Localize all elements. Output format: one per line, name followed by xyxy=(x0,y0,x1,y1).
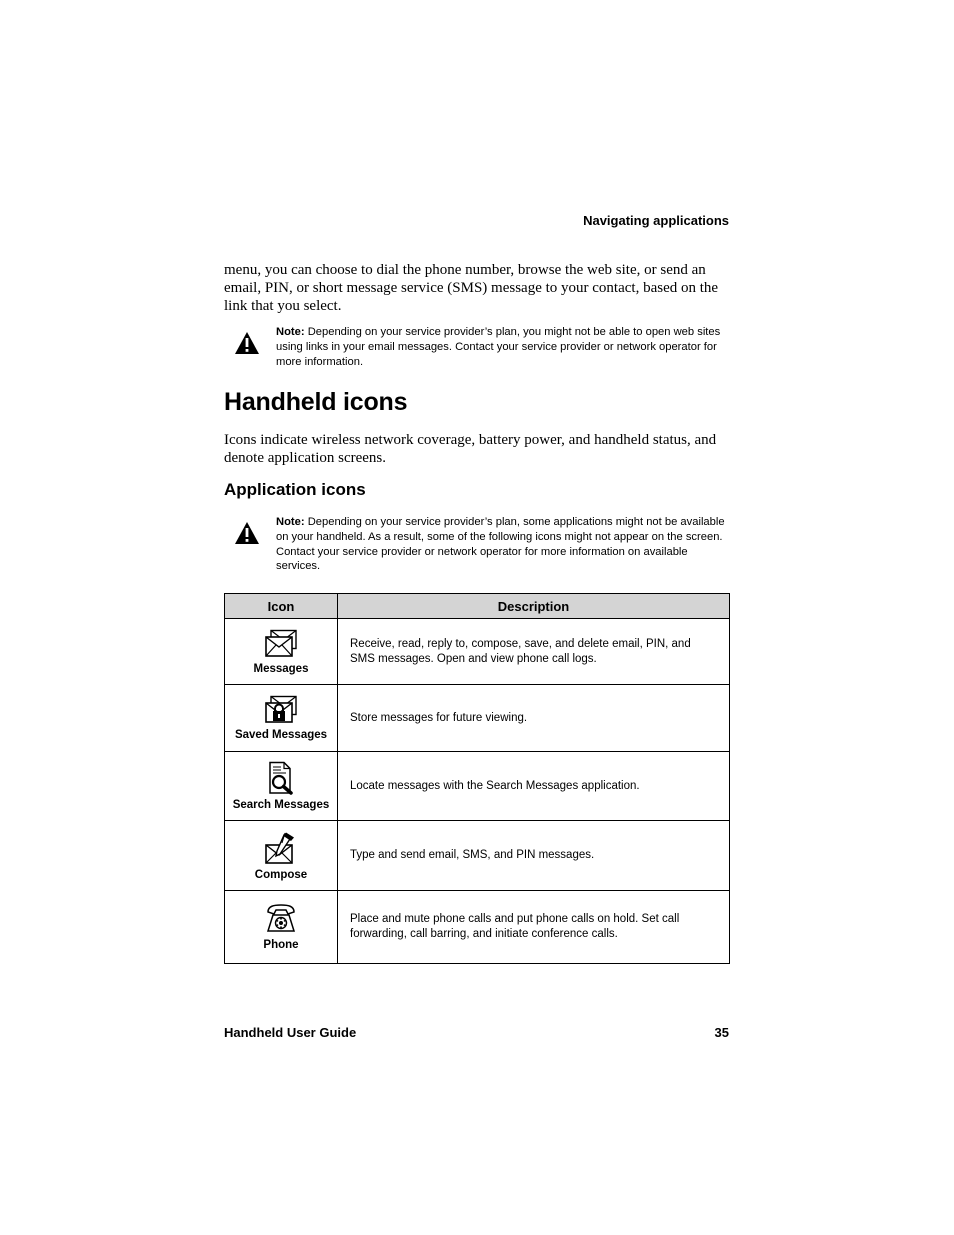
icon-cell xyxy=(225,891,338,964)
phone-icon xyxy=(264,903,298,935)
note-label: Note: xyxy=(276,326,305,338)
description-cell: Place and mute phone calls and put phone calls on hold. Set call forwarding, call barring, and initiate conference calls. xyxy=(338,891,730,964)
note-text xyxy=(276,515,730,574)
icon-label: Search Messages xyxy=(232,799,330,811)
icon-label: Saved Messages xyxy=(234,729,328,741)
compose-icon xyxy=(264,831,298,865)
page-number: 35 xyxy=(714,1025,729,1040)
icon-cell xyxy=(225,752,338,821)
application-icons-table xyxy=(224,593,730,964)
table-header-row xyxy=(225,594,730,619)
table-row xyxy=(225,821,730,891)
column-header-description: Description xyxy=(338,594,730,619)
warning-icon xyxy=(234,331,260,355)
description-cell: Store messages for future viewing. xyxy=(338,685,730,752)
note-plan-applications xyxy=(224,515,730,574)
intro-paragraph: menu, you can choose to dial the phone number, browse the web site, or send an email, PIN, or short message service (SMS) message to your contact, based on the link that you select. xyxy=(224,262,719,314)
running-header: Navigating applications xyxy=(583,213,729,228)
footer-title: Handheld User Guide xyxy=(224,1025,357,1040)
table-row xyxy=(225,891,730,964)
messages-icon xyxy=(264,629,298,659)
icon-label: Messages xyxy=(253,662,309,675)
table-row xyxy=(225,685,730,752)
description-cell: Receive, read, reply to, compose, save, and delete email, PIN, and SMS messages. Open and view phone call logs. xyxy=(338,619,730,685)
table-row xyxy=(225,619,730,685)
description-cell: Locate messages with the Search Messages application. xyxy=(338,752,730,821)
note-body: Depending on your service provider’s plan, you might not be able to open web sites using links in your email messages. Contact your service provider or network operator for more information. xyxy=(276,326,721,368)
icon-label: Phone xyxy=(263,939,299,951)
note-body: Depending on your service provider’s plan, some applications might not be available on your handheld. As a result, some of the following icons might not appear on the screen. Contact your service provider or network operator for more information on available services. xyxy=(276,516,725,573)
saved-messages-icon xyxy=(264,695,298,725)
description-cell: Type and send email, SMS, and PIN messages. xyxy=(338,821,730,891)
icon-label: Compose xyxy=(254,868,308,881)
icon-cell xyxy=(225,821,338,891)
page-title: Handheld icons xyxy=(224,388,408,416)
column-header-icon: Icon xyxy=(225,594,338,619)
note-label: Note: xyxy=(276,516,305,528)
search-messages-icon xyxy=(265,761,297,795)
section-paragraph: Icons indicate wireless network coverage, battery power, and handheld status, and denote application screens. xyxy=(224,432,717,466)
icon-cell xyxy=(225,685,338,752)
icon-cell xyxy=(225,619,338,685)
subsection-title: Application icons xyxy=(224,480,366,499)
table-row xyxy=(225,752,730,821)
note-text xyxy=(276,325,730,369)
note-plan-web-links xyxy=(224,325,730,369)
warning-icon xyxy=(234,521,260,545)
